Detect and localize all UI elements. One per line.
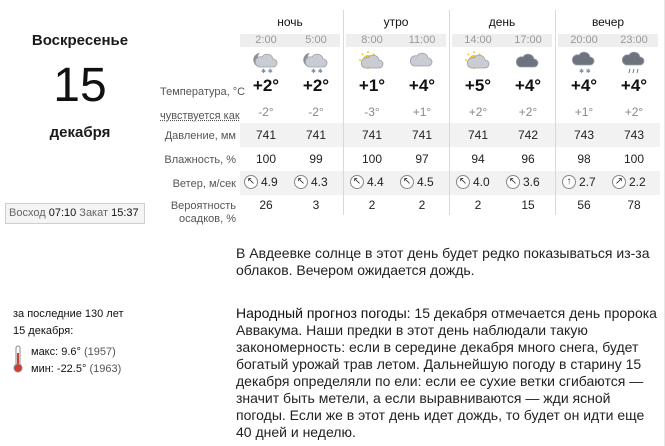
- sunrise-time: 07:10: [48, 207, 77, 219]
- thermometer-icon: [13, 345, 23, 373]
- label-precipitation: Вероятность осадков, %: [170, 200, 236, 225]
- precipitation-value: 2: [368, 198, 376, 212]
- feels-like-value: -3°: [364, 105, 380, 119]
- stats-period: за последние 130 лет: [13, 308, 124, 320]
- temperature-value: +2°: [302, 76, 330, 95]
- label-wind: Ветер, м/сек: [172, 178, 236, 190]
- stats-date: 15 декабря:: [13, 325, 74, 337]
- time-label: 17:00: [514, 34, 542, 46]
- period-morning: утро: [383, 15, 409, 29]
- period-night: ночь: [277, 15, 303, 29]
- wind-speed-value: 4.5: [417, 175, 434, 189]
- label-humidity: Влажность, %: [164, 154, 236, 166]
- label-feels-like[interactable]: чувствуется как: [160, 110, 240, 122]
- wind-cell: [560, 174, 612, 190]
- svg-text:✱ ✱: ✱ ✱: [311, 69, 323, 74]
- precipitation-value: 2: [418, 198, 426, 212]
- wind-speed-value: 4.9: [261, 175, 278, 189]
- wind-direction-icon: ↖: [350, 175, 364, 189]
- cloud-snow-icon: [569, 50, 599, 74]
- wind-cell: [348, 174, 400, 190]
- cloud-rain-icon: [619, 50, 649, 74]
- historical-stats: [13, 307, 213, 375]
- precipitation-value: 15: [521, 198, 535, 212]
- sun-times: [5, 203, 145, 224]
- pressure-value: 743: [623, 128, 645, 142]
- sunset-label: Закат: [79, 207, 109, 219]
- wind-direction-icon: ↗: [612, 175, 626, 189]
- wind-speed-value: 2.2: [629, 175, 646, 189]
- wind-cell: [242, 174, 294, 190]
- time-label: 11:00: [408, 34, 436, 46]
- wind-speed-value: 2.7: [579, 175, 596, 189]
- time-label: 5:00: [305, 34, 327, 46]
- wind-speed-value: 4.0: [473, 175, 490, 189]
- sun-cloud-icon: [357, 50, 387, 74]
- feels-like-value: +2°: [624, 105, 644, 119]
- precipitation-value: 3: [312, 198, 320, 212]
- cloud-icon: [407, 50, 437, 74]
- period-day: день: [488, 15, 516, 29]
- record-max: макс: 9.6° (1957): [31, 346, 116, 358]
- wind-direction-icon: ↖: [456, 175, 470, 189]
- wind-speed-value: 3.6: [523, 175, 540, 189]
- sunrise-label: Восход: [9, 207, 46, 219]
- temperature-value: +1°: [358, 76, 386, 95]
- folk-forecast: [236, 305, 661, 441]
- wind-cell: [504, 174, 556, 190]
- feels-like-value: +1°: [412, 105, 432, 119]
- temperature-value: +5°: [464, 76, 492, 95]
- dark-cloud-icon: [513, 50, 543, 74]
- sunset-time: 15:37: [111, 207, 139, 219]
- wind-speed-value: 4.4: [367, 175, 384, 189]
- summary-text: В Авдеевке солнце в этот день будет редко показываться из-за облаков. Вечером ожидается дождь.: [236, 245, 650, 278]
- label-temperature: Температура, °C: [160, 86, 246, 98]
- month: декабря: [49, 124, 111, 141]
- feels-like-value: -2°: [308, 105, 324, 119]
- day-number: 15: [53, 59, 107, 112]
- wind-direction-icon: ↖: [400, 175, 414, 189]
- pressure-value: 741: [305, 128, 327, 142]
- precipitation-value: 2: [474, 198, 482, 212]
- wind-direction-icon: ↖: [506, 175, 520, 189]
- wind-direction-icon: ↑: [562, 175, 576, 189]
- pressure-value: 742: [517, 128, 539, 142]
- feels-like-value: +2°: [518, 105, 538, 119]
- precipitation-value: 26: [259, 198, 273, 212]
- time-label: 2:00: [255, 34, 277, 46]
- humidity-value: 98: [577, 152, 591, 166]
- wind-cell: [610, 174, 662, 190]
- feels-like-value: +2°: [468, 105, 488, 119]
- wind-direction-icon: ↖: [244, 175, 258, 189]
- label-pressure: Давление, мм: [164, 130, 236, 142]
- time-label: 23:00: [620, 34, 648, 46]
- humidity-value: 96: [521, 152, 535, 166]
- temperature-value: +2°: [252, 76, 280, 95]
- humidity-value: 100: [361, 152, 383, 166]
- pressure-value: 741: [467, 128, 489, 142]
- record-min: мин: -22.5° (1963): [31, 363, 122, 375]
- wind-cell: [398, 174, 450, 190]
- weekday: Воскресенье: [31, 32, 129, 49]
- moon-cloud-snow-icon: [301, 50, 331, 74]
- sun-cloud-icon: [463, 50, 493, 74]
- time-label: 14:00: [464, 34, 492, 46]
- pressure-value: 741: [361, 128, 383, 142]
- temperature-value: +4°: [514, 76, 542, 95]
- humidity-value: 94: [471, 152, 485, 166]
- temperature-value: +4°: [620, 76, 648, 95]
- humidity-value: 100: [255, 152, 277, 166]
- wind-direction-icon: ↖: [294, 175, 308, 189]
- humidity-value: 97: [415, 152, 429, 166]
- svg-text:✱ ✱: ✱ ✱: [579, 69, 591, 74]
- temperature-value: +4°: [570, 76, 598, 95]
- humidity-value: 100: [623, 152, 645, 166]
- feels-like-value: -2°: [258, 105, 274, 119]
- humidity-value: 99: [309, 152, 323, 166]
- temperature-value: +4°: [408, 76, 436, 95]
- precipitation-value: 56: [577, 198, 591, 212]
- wind-cell: [454, 174, 506, 190]
- wind-speed-value: 4.3: [311, 175, 328, 189]
- period-evening: вечер: [591, 15, 625, 29]
- pressure-value: 743: [573, 128, 595, 142]
- folk-heading: Народный прогноз погоды:: [236, 305, 411, 321]
- svg-text:✱ ✱: ✱ ✱: [261, 69, 273, 74]
- time-label: 8:00: [361, 34, 383, 46]
- precipitation-value: 78: [627, 198, 641, 212]
- folk-text: 15 декабря отмечается день пророка Аввакума. Наши предки в этот день наблюдали такую закономерность: если в середине декабря много снега, будет богатый урожай трав летом. Дальнейшую погоду в старину 15 декабря определяли по ели: если ее сухие ветки сгибаются — значит быть метели, а если выравниваются — жди ясной погоды. Если же в этот день идет дождь, то будет он идти еще 40 дней и неделю.: [236, 305, 657, 440]
- pressure-value: 741: [411, 128, 433, 142]
- pressure-value: 741: [255, 128, 277, 142]
- moon-cloud-snow-icon: [251, 50, 281, 74]
- time-label: 20:00: [570, 34, 598, 46]
- feels-like-value: +1°: [574, 105, 594, 119]
- wind-cell: [292, 174, 344, 190]
